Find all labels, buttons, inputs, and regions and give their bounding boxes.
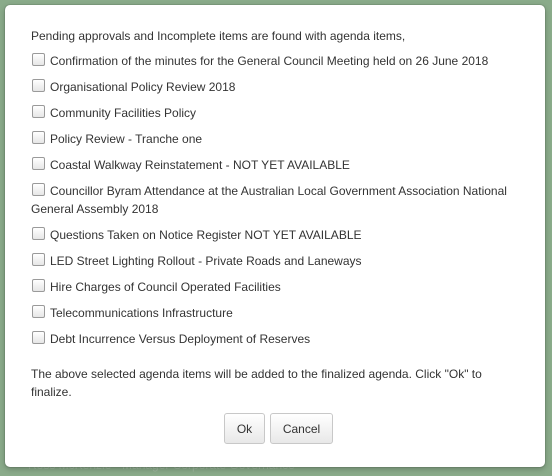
dialog-footer-text: The above selected agenda items will be added to the finalized agenda. Click "Ok" to finalize.	[31, 367, 482, 399]
agenda-item-label: Policy Review - Tranche one	[50, 132, 203, 146]
agenda-item-label: Confirmation of the minutes for the General Council Meeting held on 26 June 2018	[50, 54, 489, 68]
agenda-item-checkbox[interactable]	[32, 227, 45, 240]
agenda-item-checkbox[interactable]	[32, 157, 45, 170]
cancel-button[interactable]: Cancel	[270, 413, 333, 444]
agenda-item-checkbox[interactable]	[32, 105, 45, 118]
dialog-content	[31, 27, 516, 401]
agenda-item-checkbox[interactable]	[32, 279, 45, 292]
agenda-item	[31, 304, 516, 322]
agenda-item-label: Hire Charges of Council Operated Facilities	[50, 280, 281, 294]
agenda-item-checkbox[interactable]	[32, 183, 45, 196]
agenda-item	[31, 226, 516, 244]
agenda-item-label: Questions Taken on Notice Register NOT YET AVAILABLE	[50, 228, 362, 242]
agenda-item-label: Telecommunications Infrastructure	[50, 306, 233, 320]
agenda-item-label: Community Facilities Policy	[50, 106, 197, 120]
agenda-item-checkbox[interactable]	[32, 79, 45, 92]
agenda-item	[31, 78, 516, 96]
agenda-item	[31, 130, 516, 148]
agenda-item-checkbox[interactable]	[32, 331, 45, 344]
agenda-item-label: LED Street Lighting Rollout - Private Roads and Laneways	[50, 254, 362, 268]
agenda-item-label: Debt Incurrence Versus Deployment of Reserves	[50, 332, 311, 346]
ok-button[interactable]: Ok	[224, 413, 265, 444]
agenda-item	[31, 104, 516, 122]
agenda-item-label: Councillor Byram Attendance at the Australian Local Government Association National General Assembly 2018	[31, 184, 507, 216]
agenda-item-checkbox[interactable]	[32, 253, 45, 266]
agenda-item	[31, 156, 516, 174]
agenda-item-checkbox[interactable]	[32, 53, 45, 66]
agenda-items-dialog	[5, 5, 545, 467]
agenda-item-checkbox[interactable]	[32, 305, 45, 318]
agenda-item	[31, 52, 516, 70]
agenda-item-label: Coastal Walkway Reinstatement - NOT YET AVAILABLE	[50, 158, 350, 172]
agenda-item	[31, 182, 516, 218]
agenda-item	[31, 330, 516, 348]
agenda-item	[31, 252, 516, 270]
agenda-item	[31, 278, 516, 296]
agenda-item-label: Organisational Policy Review 2018	[50, 80, 236, 94]
dialog-intro-text: Pending approvals and Incomplete items are found with agenda items,	[31, 29, 406, 43]
agenda-item-checkbox[interactable]	[32, 131, 45, 144]
